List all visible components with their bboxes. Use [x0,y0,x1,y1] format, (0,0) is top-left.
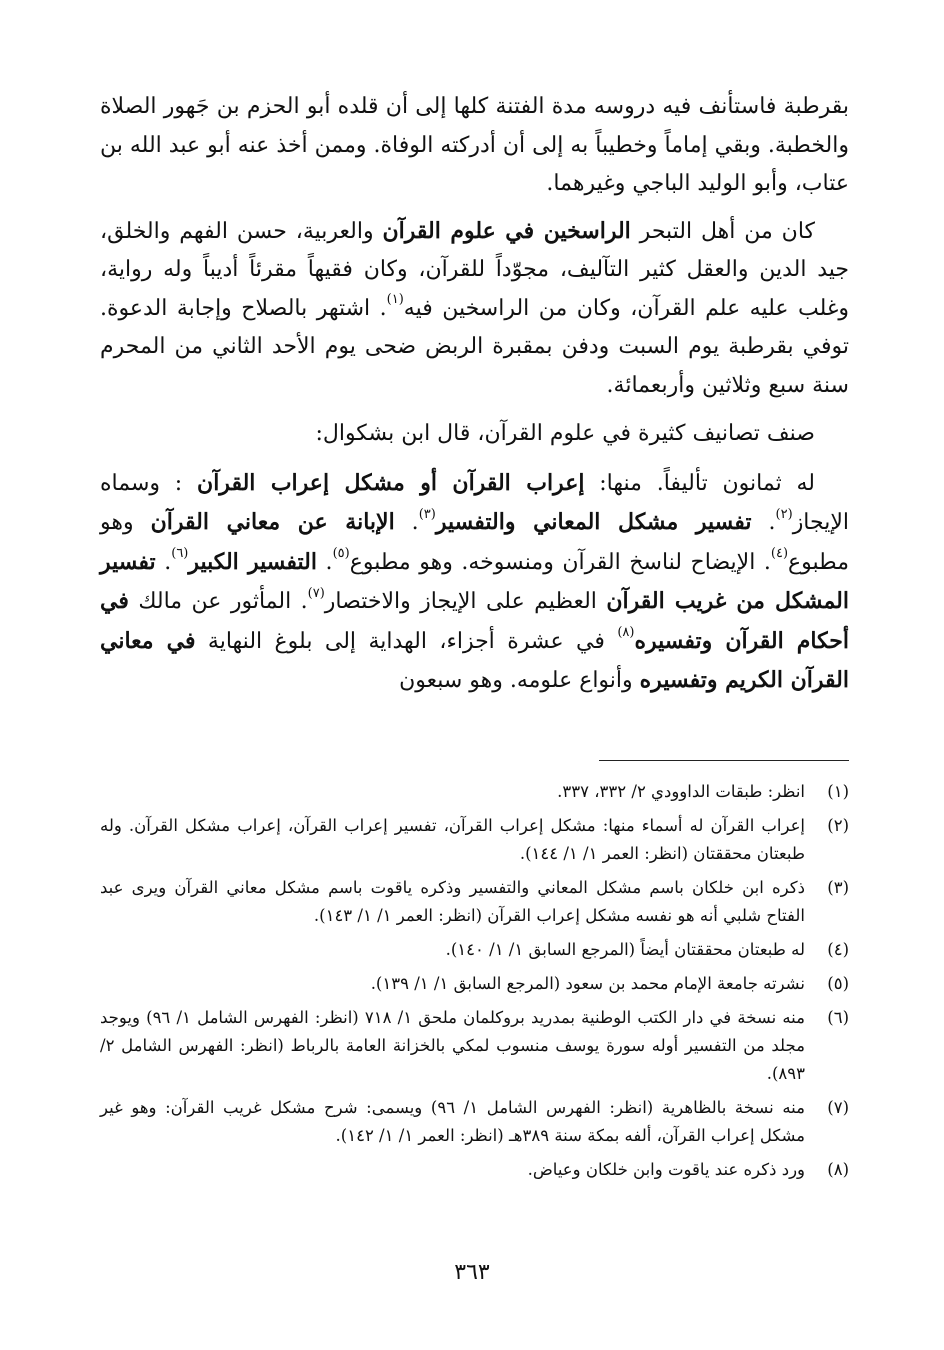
footnote-ref: (١) [386,292,404,308]
bold-title: في أحكام القرآن وتفسيره [100,588,849,654]
footnote-text: منه نسخة في دار الكتب الوطنية بمدريد بروكلمان ملحق ١/ ٧١٨ (انظر: الفهرس الشامل ١/ ٩٦) ويوجد مجلد من التفسير أوله سورة يوسف منسوب لمكي بالخزانة العامة بالرباط (انظر: الفهرس الشامل ٢/ ٨٩٣). [100,1008,805,1083]
bold-title: إعراب القرآن أو مشكل إعراب القرآن [197,469,585,496]
text-run: العظيم على الإيجاز والاختصار [324,589,607,614]
text-run: والعربية، حسن الفهم والخلق، جيد الدين والعقل كثير التآليف، مجوّداً للقرآن، وكان فقيهاً مقرئاً أديباً وله رواية، وغلب عليه علم القرآن، وكان من الراسخين فيه [100,218,850,321]
footnote-text: ورد ذكره عند ياقوت وابن خلكان وعياض. [527,1160,805,1179]
bold-title: في معاني القرآن الكريم وتفسيره [100,627,849,693]
bold-title: تفسير المشكل من غريب القرآن [100,548,849,614]
main-text [100,88,849,701]
footnote-text: ذكره ابن خلكان باسم مشكل المعاني والتفسير وذكره ياقوت باسم مشكل معاني القرآن ويرى عبد الفتاح شلبي أنه هو نفسه مشكل إعراب القرآن (انظر: العمر ١/ ١/ ١٤٣). [100,878,805,925]
footnote-number: (٦) [827,1008,849,1027]
footnote [100,970,849,998]
text-run: . [155,549,172,575]
footnote-number: (٢) [827,816,849,835]
footnote-number: (١) [827,782,849,801]
paragraph-1 [100,88,849,204]
footnote-text: نشرته جامعة الإمام محمد بن سعود (المرجع السابق ١/ ١/ ١٣٩). [370,974,805,993]
text-run: بقرطبة فاستأنف فيه دروسه مدة الفتنة كلها إلى أن قلده أبو الحزم بن جَهور الصلاة والخطبة. وبقي إماماً وخطيباً به إلى أن أدركته الوفاة. وممن أخذ عنه أبو عبد الله بن عتاب، وأبو الوليد الباجي وغيرهما. [100,94,849,196]
paragraph-4 [100,464,849,701]
footnote [100,1094,849,1150]
paragraph-3 [100,415,849,454]
paragraph-2 [100,212,849,406]
footnote [100,812,849,868]
bold-title: التفسير الكبير [188,548,317,575]
bold-title: تفسير مشكل المعاني والتفسير [435,509,752,535]
footnote-ref: (٦) [171,546,189,562]
text-run: . [394,510,419,535]
text-run: : وسماه الإيجاز [100,470,849,535]
footnote-ref: (٧) [307,585,325,601]
bold-title: الراسخين في علوم القرآن [382,217,631,244]
footnote-text: إعراب القرآن له أسماء منها: مشكل إعراب القرآن، تفسير إعراب القرآن، إعراب مشكل القرآن. وله طبعتان محققتان (انظر: العمر ١/ ١/ ١٤٤). [100,816,805,863]
footnote-separator [599,760,849,761]
footnote-ref: (٥) [332,546,350,562]
text-run: . [316,549,333,575]
text-run: . [751,510,776,535]
text-run: له ثمانون تأليفاً. منها: [584,470,816,496]
text-run: كان من أهل التبحر [630,218,815,244]
footnote-number: (٣) [827,878,849,897]
text-run: في عشرة أجزاء، الهداية إلى بلوغ النهاية [195,628,618,654]
footnote [100,1004,849,1088]
footnote-number: (٧) [827,1098,849,1117]
footnote-text: منه نسخة بالظاهرية (انظر: الفهرس الشامل ١/ ٩٦) ويسمى: شرح مشكل غريب القرآن: وهو غير مشكل إعراب القرآن، ألفه بمكة سنة ٣٨٩هـ (انظر: العمر ١/ ١/ ١٤٢). [100,1098,805,1145]
footnote-number: (٨) [827,1160,849,1179]
footnote-ref: (٢) [775,506,793,522]
text-run: . المأثور عن مالك [128,589,308,614]
text-run: صنف تصانيف كثيرة في علوم القرآن، قال ابن بشكوال: [315,421,815,446]
footnotes [100,778,849,1190]
footnote [100,1156,849,1184]
text-run: . اشتهر بالصلاح وإجابة الدعوة. توفي بقرطبة يوم السبت ودفن بمقبرة الربض ضحى يوم الأحد الثاني من المحرم سنة سبع وثلاثين وأربعمائة. [100,295,849,398]
text-run: . الإيضاح لناسخ القرآن ومنسوخه. وهو مطبوع [349,549,771,575]
footnote-text: انظر: طبقات الداوودي ٢/ ٣٣٢، ٣٣٧. [557,782,805,801]
footnote [100,936,849,964]
footnote [100,874,849,930]
footnote [100,778,849,806]
footnote-ref: (٤) [770,546,789,562]
page-number: ٣٦٣ [454,1260,490,1285]
bold-title: الإبانة عن معاني القرآن [150,509,395,535]
footnote-ref: (٨) [617,625,635,641]
footnote-number: (٥) [827,974,849,993]
footnote-number: (٤) [827,940,849,959]
text-run: وهو مطبوع [100,510,849,575]
footnote-ref: (٣) [418,506,436,522]
footnote-text: له طبعتان محققتان أيضاً (المرجع السابق ١/ ١/ ١٤٠). [445,940,805,959]
text-run: وأنواع علومه. وهو سبعون [399,668,640,693]
